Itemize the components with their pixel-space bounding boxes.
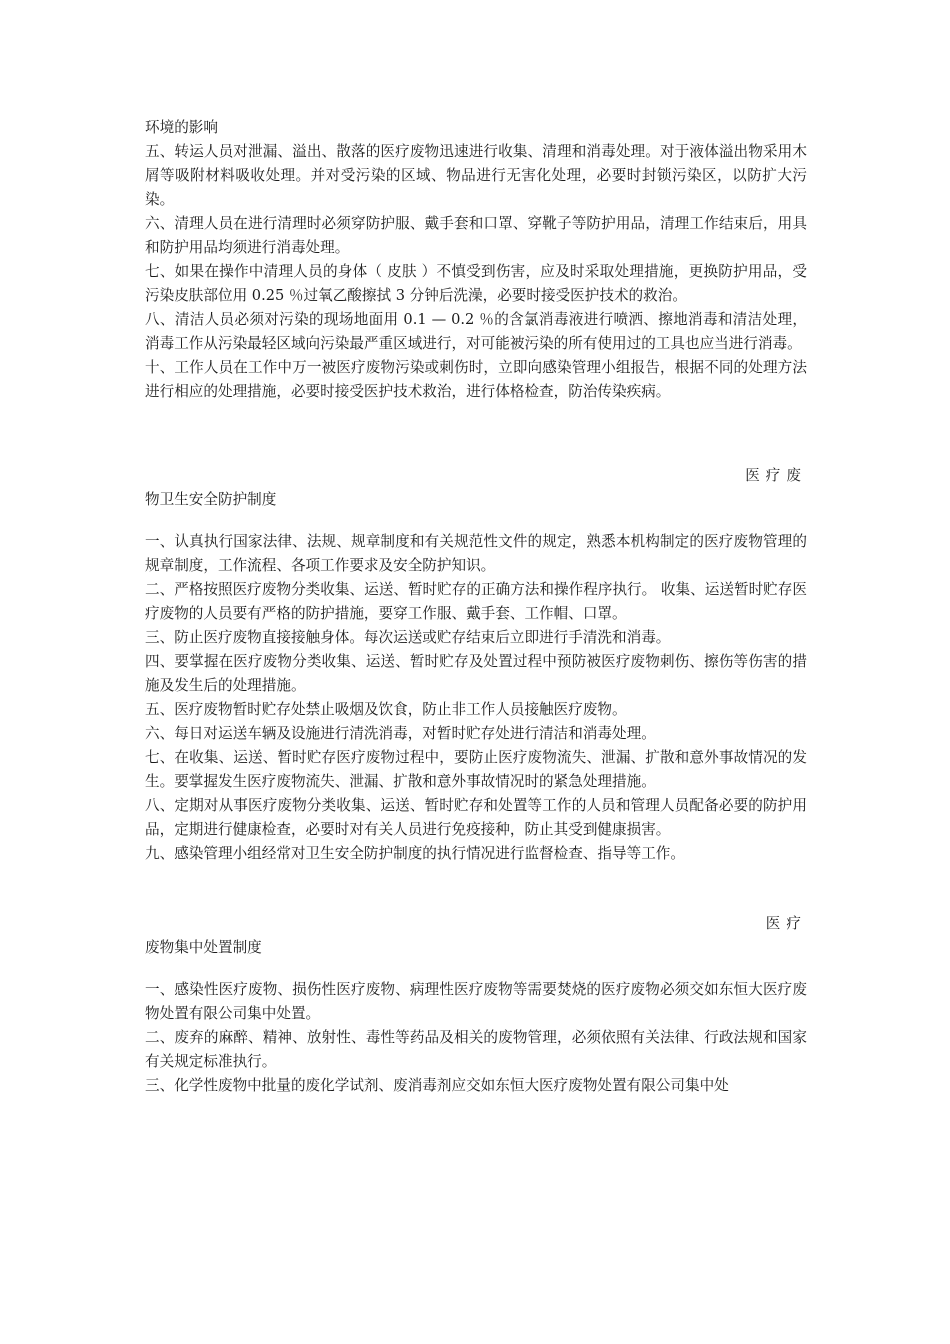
spacer (145, 960, 807, 978)
spacer (145, 512, 807, 530)
section3-item-3: 三、化学性废物中批量的废化学试剂、废消毒剂应交如东恒大医疗废物处置有限公司集中处 (145, 1077, 729, 1094)
section1-item-6: 六、清理人员在进行清理时必须穿防护服、戴手套和口罩、穿靴子等防护用品，清理工作结束后，用具和防护用品均须进行消毒处理。 (145, 215, 807, 256)
section2-item-5: 五、医疗废物暂时贮存处禁止吸烟及饮食，防止非工作人员接触医疗废物。 (145, 701, 627, 718)
section1-item-10: 十、工作人员在工作中万一被医疗废物污染或刺伤时，立即向感染管理小组报告，根据不同的处理方法进行相应的处理措施，必要时接受医护技术救治，进行体格检查，防治传染疾病。 (145, 359, 807, 400)
section1-intro: 环境的影响 (145, 119, 218, 136)
section2-item-1: 一、认真执行国家法律、法规、规章制度和有关规范性文件的规定，熟悉本机构制定的医疗废物管理的规章制度，工作流程、各项工作要求及安全防护知识。 (145, 533, 807, 574)
section2-item-6: 六、每日对运送车辆及设施进行清洗消毒，对暂时贮存处进行清洁和消毒处理。 (145, 725, 656, 742)
spacer (145, 866, 807, 912)
section2-item-9: 九、感染管理小组经常对卫生安全防护制度的执行情况进行监督检查、指导等工作。 (145, 845, 685, 862)
section1-item-7: 七、如果在操作中清理人员的身体（ 皮肤 ）不慎受到伤害，应及时采取处理措施，更换防护用品，受污染皮肤部位用 0.25 ％过氧乙酸擦拭 3 分钟后洗澡，必要时接受医护技术的救治。 (145, 263, 807, 304)
spacer (145, 404, 807, 464)
document-page (145, 116, 807, 1098)
section1-item-8: 八、清洁人员必须对污染的现场地面用 0.1 — 0.2 ％的含氯消毒液进行喷洒、擦地消毒和清洁处理，消毒工作从污染最轻区域向污染最严重区域进行，对可能被污染的所有使用过的工具也应当进行消毒。 (145, 311, 807, 352)
section2-title-right: 医疗废 (745, 467, 807, 484)
section2-title-left: 物卫生安全防护制度 (145, 491, 277, 508)
section1-item-5: 五、转运人员对泄漏、溢出、散落的医疗废物迅速进行收集、清理和消毒处理。对于液体溢出物采用木屑等吸附材料吸收处理。并对受污染的区域、物品进行无害化处理，必要时封锁污染区，以防扩大污染。 (145, 143, 807, 208)
section3-item-1: 一、感染性医疗废物、损伤性医疗废物、病理性医疗废物等需要焚烧的医疗废物必须交如东恒大医疗废物处置有限公司集中处置。 (145, 981, 807, 1022)
section2-item-4: 四、要掌握在医疗废物分类收集、运送、暂时贮存及处置过程中预防被医疗废物刺伤、擦伤等伤害的措施及发生后的处理措施。 (145, 653, 807, 694)
section2-item-8: 八、定期对从事医疗废物分类收集、运送、暂时贮存和处置等工作的人员和管理人员配备必要的防护用品，定期进行健康检查，必要时对有关人员进行免疫接种，防止其受到健康损害。 (145, 797, 807, 838)
section3-title-left: 废物集中处置制度 (145, 939, 262, 956)
section2-item-2: 二、严格按照医疗废物分类收集、运送、暂时贮存的正确方法和操作程序执行。 收集、运送暂时贮存医疗废物的人员要有严格的防护措施，要穿工作服、戴手套、工作帽、口罩。 (145, 581, 807, 622)
section3-title-right: 医疗 (765, 915, 807, 932)
section2-item-3: 三、防止医疗废物直接接触身体。每次运送或贮存结束后立即进行手清洗和消毒。 (145, 629, 671, 646)
section3-item-2: 二、废弃的麻醉、精神、放射性、毒性等药品及相关的废物管理，必须依照有关法律、行政法规和国家有关规定标准执行。 (145, 1029, 807, 1070)
section2-item-7: 七、在收集、运送、暂时贮存医疗废物过程中，要防止医疗废物流失、泄漏、扩散和意外事故情况的发生。要掌握发生医疗废物流失、泄漏、扩散和意外事故情况时的紧急处理措施。 (145, 749, 807, 790)
